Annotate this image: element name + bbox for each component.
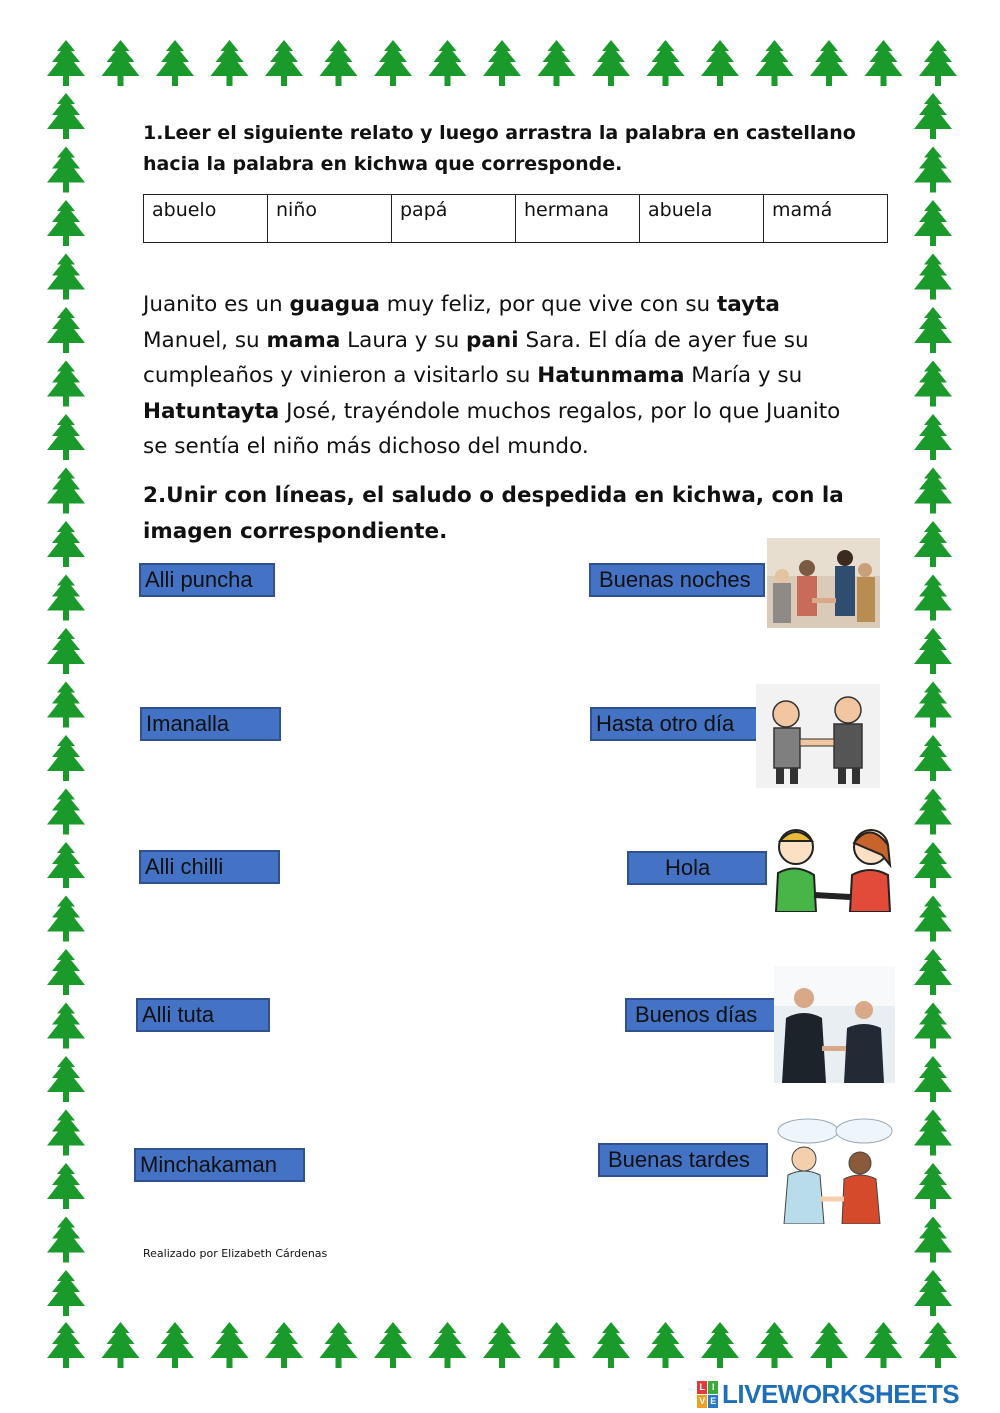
spanish-greeting-box[interactable]: Buenas tardes [598, 1143, 768, 1177]
tree-icon [914, 1163, 952, 1209]
word-cell[interactable]: abuelo [144, 195, 268, 243]
kichwa-greeting-box[interactable]: Alli tuta [136, 998, 270, 1032]
tree-icon [701, 1322, 739, 1368]
liveworksheets-logo-icon [697, 1381, 718, 1408]
people-greeting-image [772, 1117, 895, 1224]
tree-icon [374, 40, 412, 86]
kichwa-greeting-box[interactable]: Alli puncha [139, 563, 275, 597]
tree-icon [592, 1322, 630, 1368]
tree-icon [265, 40, 303, 86]
logo-letter: L [697, 1381, 707, 1394]
cartoon-men-handshake-image [756, 684, 880, 788]
word-bank-table [143, 194, 888, 243]
liveworksheets-logo [697, 1378, 959, 1410]
tree-icon [914, 949, 952, 995]
tree-icon [756, 40, 794, 86]
tree-icon [914, 414, 952, 460]
tree-icon [810, 40, 848, 86]
tree-icon [914, 1270, 952, 1316]
kichwa-word-drop-target[interactable]: guagua [289, 292, 380, 317]
word-cell[interactable]: niño [268, 195, 392, 243]
tree-icon [592, 40, 630, 86]
tree-icon [47, 735, 85, 781]
tree-icon [919, 40, 957, 86]
story-paragraph [143, 287, 863, 465]
tree-icon [865, 1322, 903, 1368]
tree-icon [914, 1110, 952, 1156]
tree-icon [47, 521, 85, 567]
author-credit: Realizado por Elizabeth Cárdenas [143, 1247, 328, 1260]
tree-icon [47, 789, 85, 835]
tree-icon [914, 361, 952, 407]
tree-icon [914, 254, 952, 300]
story-text: Laura y su [340, 327, 467, 353]
story-text: Sara. El día de ayer fue su cumpleaños y vinieron a visitarlo su [143, 327, 809, 388]
story-text: muy feliz, por que vive con su [379, 292, 717, 317]
spanish-greeting-box[interactable]: Buenas noches [589, 563, 765, 597]
tree-icon [47, 147, 85, 193]
exercise-2-instruction: 2.Unir con líneas, el saludo o despedida en kichwa, con la imagen correspondiente. [143, 483, 844, 544]
tree-icon [914, 628, 952, 674]
tree-icon [47, 361, 85, 407]
tree-icon [47, 40, 85, 86]
logo-letter: E [708, 1395, 718, 1408]
tree-icon [102, 40, 140, 86]
tree-icon [47, 1056, 85, 1102]
tree-icon [914, 147, 952, 193]
tree-icon [47, 93, 85, 139]
tree-icon [914, 896, 952, 942]
tree-icon [865, 40, 903, 86]
tree-icon [47, 1270, 85, 1316]
tree-icon [483, 1322, 521, 1368]
logo-letter: I [708, 1381, 718, 1394]
word-cell[interactable]: abuela [640, 195, 764, 243]
tree-icon [914, 682, 952, 728]
tree-icon [919, 1322, 957, 1368]
tree-icon [429, 1322, 467, 1368]
children-handshake-image [770, 825, 897, 912]
spanish-greeting-box[interactable]: Hasta otro día [590, 707, 765, 741]
story-text: José, trayéndole muchos regalos, por lo que Juanito se sentía el niño más dichoso del mundo. [143, 398, 841, 459]
tree-icon [647, 1322, 685, 1368]
kichwa-word-drop-target[interactable]: mama [266, 327, 341, 353]
logo-text: LIVEWORKSHEETS [722, 1378, 960, 1409]
tree-icon [914, 575, 952, 621]
tree-icon [47, 842, 85, 888]
tree-icon [914, 842, 952, 888]
spanish-greeting-box[interactable]: Buenos días [625, 998, 781, 1032]
tree-icon [47, 200, 85, 246]
tree-icon [914, 468, 952, 514]
tree-icon [47, 1163, 85, 1209]
tree-icon [211, 40, 249, 86]
spanish-greeting-box[interactable]: Hola [627, 851, 767, 885]
tree-icon [374, 1322, 412, 1368]
tree-icon [914, 200, 952, 246]
word-cell[interactable]: hermana [516, 195, 640, 243]
kichwa-greeting-box[interactable]: Alli chilli [139, 850, 280, 884]
logo-letter: V [697, 1395, 707, 1408]
tree-icon [47, 468, 85, 514]
tree-icon [538, 40, 576, 86]
tree-icon [914, 307, 952, 353]
story-text: Manuel, su [143, 327, 267, 353]
tree-icon [647, 40, 685, 86]
tree-icon [914, 789, 952, 835]
group-handshake-photo [767, 538, 880, 628]
tree-icon [429, 40, 467, 86]
tree-icon [914, 93, 952, 139]
tree-icon [47, 307, 85, 353]
tree-icon [756, 1322, 794, 1368]
story-text: María y su [684, 363, 803, 388]
tree-icon [538, 1322, 576, 1368]
tree-icon [914, 1056, 952, 1102]
tree-icon [102, 1322, 140, 1368]
word-cell[interactable]: papá [392, 195, 516, 243]
kichwa-word-drop-target[interactable]: Hatunmama [537, 363, 685, 388]
tree-icon [156, 40, 194, 86]
tree-icon [265, 1322, 303, 1368]
tree-icon [47, 896, 85, 942]
tree-icon [914, 521, 952, 567]
kichwa-greeting-box[interactable]: Minchakaman [134, 1148, 305, 1182]
tree-icon [211, 1322, 249, 1368]
tree-icon [701, 40, 739, 86]
tree-icon [47, 1110, 85, 1156]
story-text: Juanito es un [143, 292, 290, 317]
tree-icon [47, 682, 85, 728]
business-handshake-photo [774, 966, 895, 1083]
tree-icon [47, 628, 85, 674]
tree-icon [914, 735, 952, 781]
tree-icon [320, 40, 358, 86]
tree-icon [320, 1322, 358, 1368]
tree-icon [914, 1003, 952, 1049]
tree-icon [810, 1322, 848, 1368]
tree-icon [914, 1217, 952, 1263]
kichwa-word-drop-target[interactable]: tayta [717, 292, 780, 317]
tree-icon [47, 1322, 85, 1368]
tree-icon [47, 949, 85, 995]
word-cell[interactable]: mamá [764, 195, 888, 243]
tree-icon [47, 575, 85, 621]
kichwa-word-drop-target[interactable]: pani [466, 327, 519, 353]
tree-icon [483, 40, 521, 86]
tree-icon [156, 1322, 194, 1368]
tree-icon [47, 414, 85, 460]
tree-icon [47, 254, 85, 300]
kichwa-greeting-box[interactable]: Imanalla [140, 707, 281, 741]
exercise-1-instruction: 1.Leer el siguiente relato y luego arrastra la palabra en castellano hacia la palabra en kichwa que corresponde. [143, 122, 856, 175]
tree-icon [47, 1217, 85, 1263]
tree-icon [47, 1003, 85, 1049]
kichwa-word-drop-target[interactable]: Hatuntayta [143, 398, 280, 424]
